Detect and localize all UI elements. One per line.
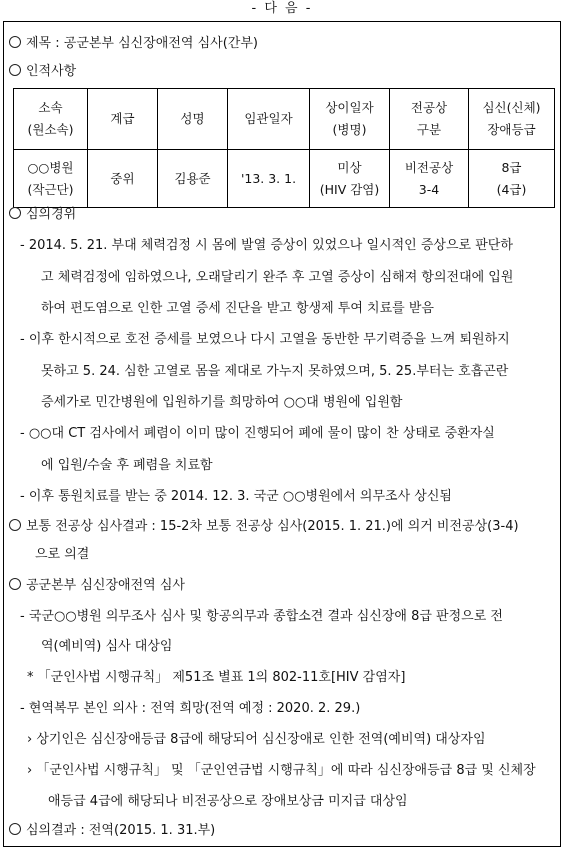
cell-disability-grade: 8급 (4급)	[469, 150, 555, 208]
af-line: - 현역복무 본인 의사 : 전역 희망(전역 예정 : 2020. 2. 29.)	[20, 701, 361, 716]
review-line: - 2014. 5. 21. 부대 체력검정 시 몸에 발열 증상이 있었으나 일시적인 증상으로 판단하	[20, 238, 513, 253]
review-line: 하여 편도염으로 인한 고열 증세 진단을 받고 항생제 투여 치료를 받음	[41, 301, 434, 316]
review-line: - 이후 통원치료를 받는 중 2014. 12. 3. 국군 ○○병원에서 의무조사 상신됨	[20, 489, 452, 504]
table-row	[14, 150, 555, 208]
personal-info-table	[13, 88, 555, 208]
af-line: - 국군○○병원 의무조사 심사 및 항공의무과 종합소견 결과 심신장애 8급 판정으로 전	[20, 609, 503, 624]
circle-bullet-icon	[9, 823, 21, 835]
header-duty-type: 전공상 구분	[390, 89, 469, 150]
review-line: 못하고 5. 24. 심한 고열로 몸을 제대로 가누지 못하였으며, 5. 25.부터는 호흡곤란	[41, 364, 509, 379]
review-section-heading	[9, 205, 76, 225]
header-disability-grade: 심신(신체) 장애등급	[469, 89, 555, 150]
af-line: 역(예비역) 심사 대상임	[41, 639, 173, 654]
table-header-row	[14, 89, 555, 150]
circle-bullet-icon	[9, 207, 21, 219]
header-unit: 소속 (원소속)	[14, 89, 88, 150]
circle-bullet-icon	[9, 64, 21, 76]
result-line	[9, 517, 519, 537]
header-rank: 계급	[88, 89, 158, 150]
af-line: 애등급 4급에 해당되나 비전공상으로 장애보상금 미지급 대상임	[48, 794, 408, 809]
cell-rank: 중위	[88, 150, 158, 208]
review-line: 고 체력검정에 임하였으나, 오래달리기 완주 후 고열 증상이 심해져 항의전대에 입원	[41, 270, 514, 285]
review-line: 증세가로 민간병원에 입원하기를 희망하여 ○○대 병원에 입원함	[41, 395, 403, 410]
cell-duty-type: 비전공상 3-4	[390, 150, 469, 208]
final-result-line	[9, 821, 215, 841]
result-text: 보통 전공상 심사결과 : 15-2차 보통 전공상 심사(2015. 1. 21.)에 의거 비전공상(3-4)	[26, 519, 519, 534]
cell-injury-date: 미상 (HIV 감염)	[310, 150, 390, 208]
review-line: - ○○대 CT 검사에서 폐렴이 이미 많이 진행되어 폐에 물이 많이 찬 상태로 중환자실	[20, 426, 495, 441]
af-line: › 상기인은 심신장애등급 8급에 해당되어 심신장애로 인한 전역(예비역) 대상자임	[27, 732, 486, 747]
document-heading: - 다 음 -	[251, 1, 313, 16]
header-name: 성명	[158, 89, 228, 150]
circle-bullet-icon	[9, 36, 21, 48]
af-section-heading	[9, 576, 185, 596]
af-line: * 「군인사법 시행규칙」 제51조 별표 1의 802-11호[HIV 감염자]	[27, 670, 406, 685]
personal-section-heading	[9, 62, 76, 82]
circle-bullet-icon	[9, 578, 21, 590]
cell-name: 김용준	[158, 150, 228, 208]
subject-line	[9, 34, 258, 54]
circle-bullet-icon	[9, 519, 21, 531]
review-section-text: 심의경위	[26, 207, 77, 222]
header-injury-date: 상이일자 (병명)	[310, 89, 390, 150]
cell-commission-date: '13. 3. 1.	[228, 150, 310, 208]
review-line: 에 입원/수술 후 폐렴을 치료함	[41, 458, 213, 473]
af-line: › 「군인사법 시행규칙」 및 「군인연금법 시행규칙」에 따라 심신장애등급 8급 및 신체장	[27, 763, 536, 778]
result-line: 으로 의결	[35, 547, 90, 562]
cell-unit: ○○병원 (작근단)	[14, 150, 88, 208]
final-result-text: 심의결과 : 전역(2015. 1. 31.부)	[26, 823, 216, 838]
review-line: - 이후 한시적으로 호전 증세를 보였으나 다시 고열을 동반한 무기력증을 느껴 퇴원하지	[20, 332, 510, 347]
personal-section-text: 인적사항	[26, 64, 77, 79]
header-commission-date: 임관일자	[228, 89, 310, 150]
subject-text: 제목 : 공군본부 심신장애전역 심사(간부)	[26, 36, 258, 51]
af-section-text: 공군본부 심신장애전역 심사	[26, 578, 185, 593]
